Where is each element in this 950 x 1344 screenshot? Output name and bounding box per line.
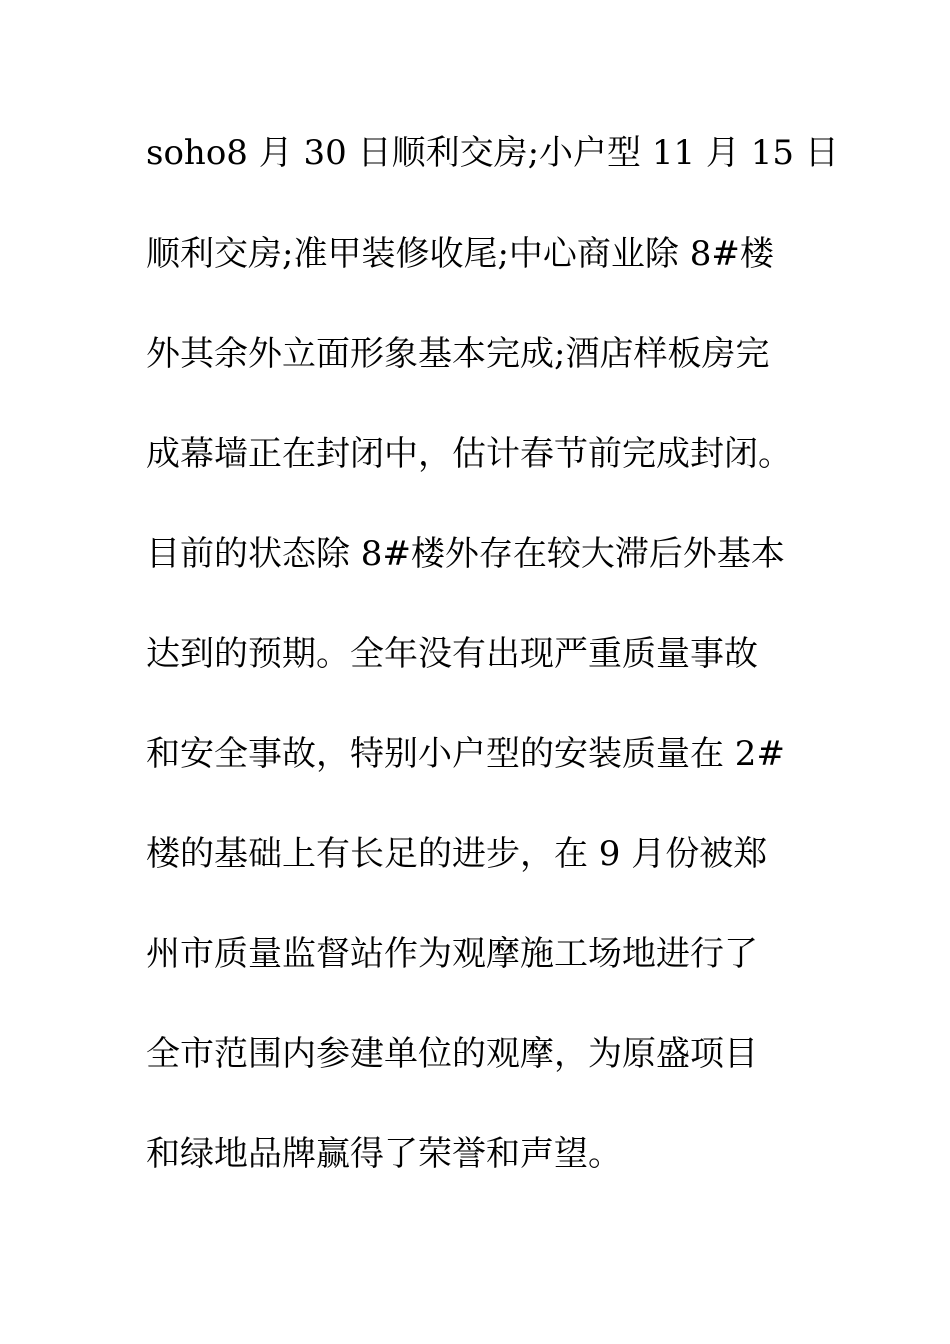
paragraph-line: 成幕墙正在封闭中，估计春节前完成封闭。 [146,434,792,474]
paragraph-line: 目前的状态除 8#楼外存在较大滞后外基本 [146,534,785,574]
paragraph-line: 楼的基础上有长足的进步，在 9 月份被郑 [146,834,768,874]
paragraph-line: 达到的预期。全年没有出现严重质量事故 [146,634,758,674]
paragraph-line: 全市范围内参建单位的观摩，为原盛项目 [146,1034,758,1074]
paragraph-line: soho8 月 30 日顺利交房;小户型 11 月 15 日 [146,133,839,173]
paragraph-line: 顺利交房;准甲装修收尾;中心商业除 8#楼 [146,234,774,274]
paragraph-line: 和安全事故，特别小户型的安装质量在 2# [146,734,785,774]
paragraph-line: 外其余外立面形象基本完成;酒店样板房完 [146,334,770,374]
paragraph-line: 和绿地品牌赢得了荣誉和声望。 [146,1134,622,1174]
paragraph-line: 州市质量监督站作为观摩施工场地进行了 [146,934,758,974]
